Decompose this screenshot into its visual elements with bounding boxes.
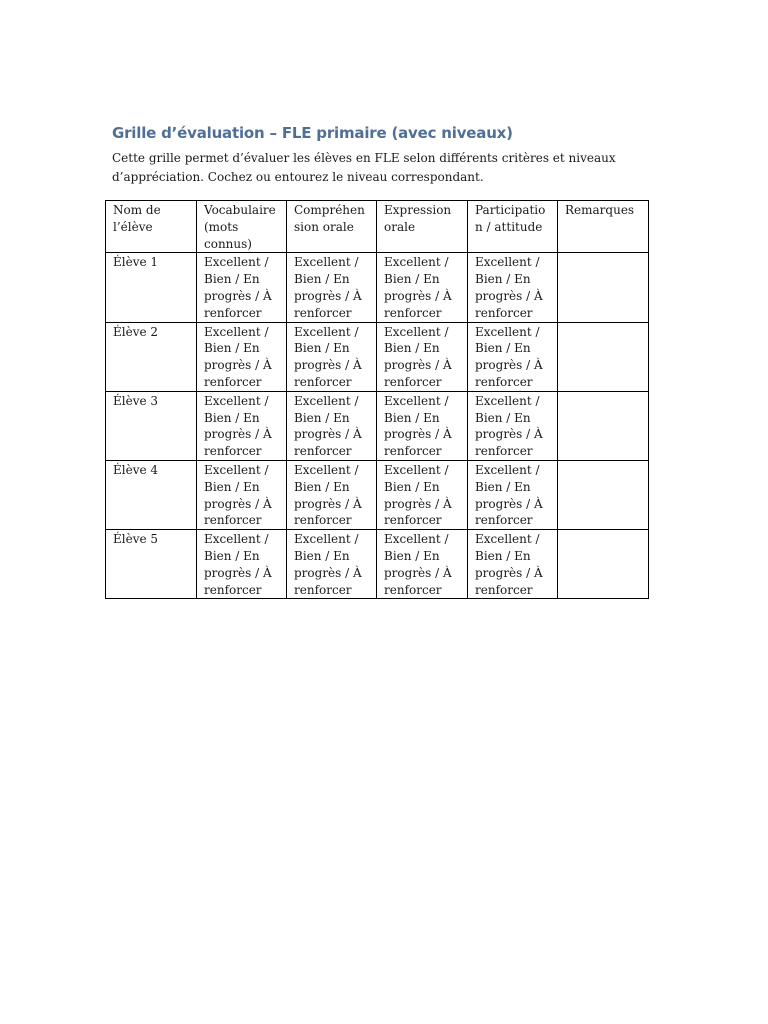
participation-level-cell[interactable]: Excellent / Bien / En progrès / À renforcer bbox=[468, 322, 558, 391]
vocabulary-level-cell[interactable]: Excellent / Bien / En progrès / À renforcer bbox=[197, 391, 287, 460]
student-name-cell: Élève 5 bbox=[106, 530, 197, 599]
document-intro: Cette grille permet d’évaluer les élèves en FLE selon différents critères et niveaux d’appréciation. Cochez ou entourez le niveau correspondant. bbox=[112, 151, 616, 184]
table-row bbox=[106, 460, 649, 529]
comprehension-level-cell[interactable]: Excellent / Bien / En progrès / À renforcer bbox=[287, 322, 377, 391]
comprehension-level-cell[interactable]: Excellent / Bien / En progrès / À renforcer bbox=[287, 391, 377, 460]
student-name-cell: Élève 3 bbox=[106, 391, 197, 460]
header-oral-comprehension: Compréhension orale bbox=[287, 201, 377, 253]
table-row bbox=[106, 530, 649, 599]
remarks-cell[interactable] bbox=[558, 530, 649, 599]
comprehension-level-cell[interactable]: Excellent / Bien / En progrès / À renforcer bbox=[287, 253, 377, 322]
evaluation-table bbox=[105, 200, 649, 599]
header-remarks: Remarques bbox=[558, 201, 649, 253]
comprehension-level-cell[interactable]: Excellent / Bien / En progrès / À renforcer bbox=[287, 460, 377, 529]
vocabulary-level-cell[interactable]: Excellent / Bien / En progrès / À renforcer bbox=[197, 460, 287, 529]
participation-level-cell[interactable]: Excellent / Bien / En progrès / À renforcer bbox=[468, 391, 558, 460]
comprehension-level-cell[interactable]: Excellent / Bien / En progrès / À renforcer bbox=[287, 530, 377, 599]
table-row bbox=[106, 253, 649, 322]
expression-level-cell[interactable]: Excellent / Bien / En progrès / À renforcer bbox=[377, 322, 468, 391]
student-name-cell: Élève 2 bbox=[106, 322, 197, 391]
student-name-cell: Élève 4 bbox=[106, 460, 197, 529]
document-title: Grille d’évaluation – FLE primaire (avec niveaux) bbox=[112, 124, 513, 142]
remarks-cell[interactable] bbox=[558, 322, 649, 391]
header-vocabulary: Vocabulaire (mots connus) bbox=[197, 201, 287, 253]
header-participation: Participation / attitude bbox=[468, 201, 558, 253]
expression-level-cell[interactable]: Excellent / Bien / En progrès / À renforcer bbox=[377, 391, 468, 460]
participation-level-cell[interactable]: Excellent / Bien / En progrès / À renforcer bbox=[468, 460, 558, 529]
vocabulary-level-cell[interactable]: Excellent / Bien / En progrès / À renforcer bbox=[197, 322, 287, 391]
remarks-cell[interactable] bbox=[558, 253, 649, 322]
table-row bbox=[106, 391, 649, 460]
table-header-row bbox=[106, 201, 649, 253]
header-student-name: Nom de l’élève bbox=[106, 201, 197, 253]
expression-level-cell[interactable]: Excellent / Bien / En progrès / À renforcer bbox=[377, 460, 468, 529]
expression-level-cell[interactable]: Excellent / Bien / En progrès / À renforcer bbox=[377, 253, 468, 322]
vocabulary-level-cell[interactable]: Excellent / Bien / En progrès / À renforcer bbox=[197, 530, 287, 599]
student-name-cell: Élève 1 bbox=[106, 253, 197, 322]
header-oral-expression: Expression orale bbox=[377, 201, 468, 253]
participation-level-cell[interactable]: Excellent / Bien / En progrès / À renforcer bbox=[468, 253, 558, 322]
remarks-cell[interactable] bbox=[558, 391, 649, 460]
vocabulary-level-cell[interactable]: Excellent / Bien / En progrès / À renforcer bbox=[197, 253, 287, 322]
participation-level-cell[interactable]: Excellent / Bien / En progrès / À renforcer bbox=[468, 530, 558, 599]
remarks-cell[interactable] bbox=[558, 460, 649, 529]
expression-level-cell[interactable]: Excellent / Bien / En progrès / À renforcer bbox=[377, 530, 468, 599]
table-row bbox=[106, 322, 649, 391]
